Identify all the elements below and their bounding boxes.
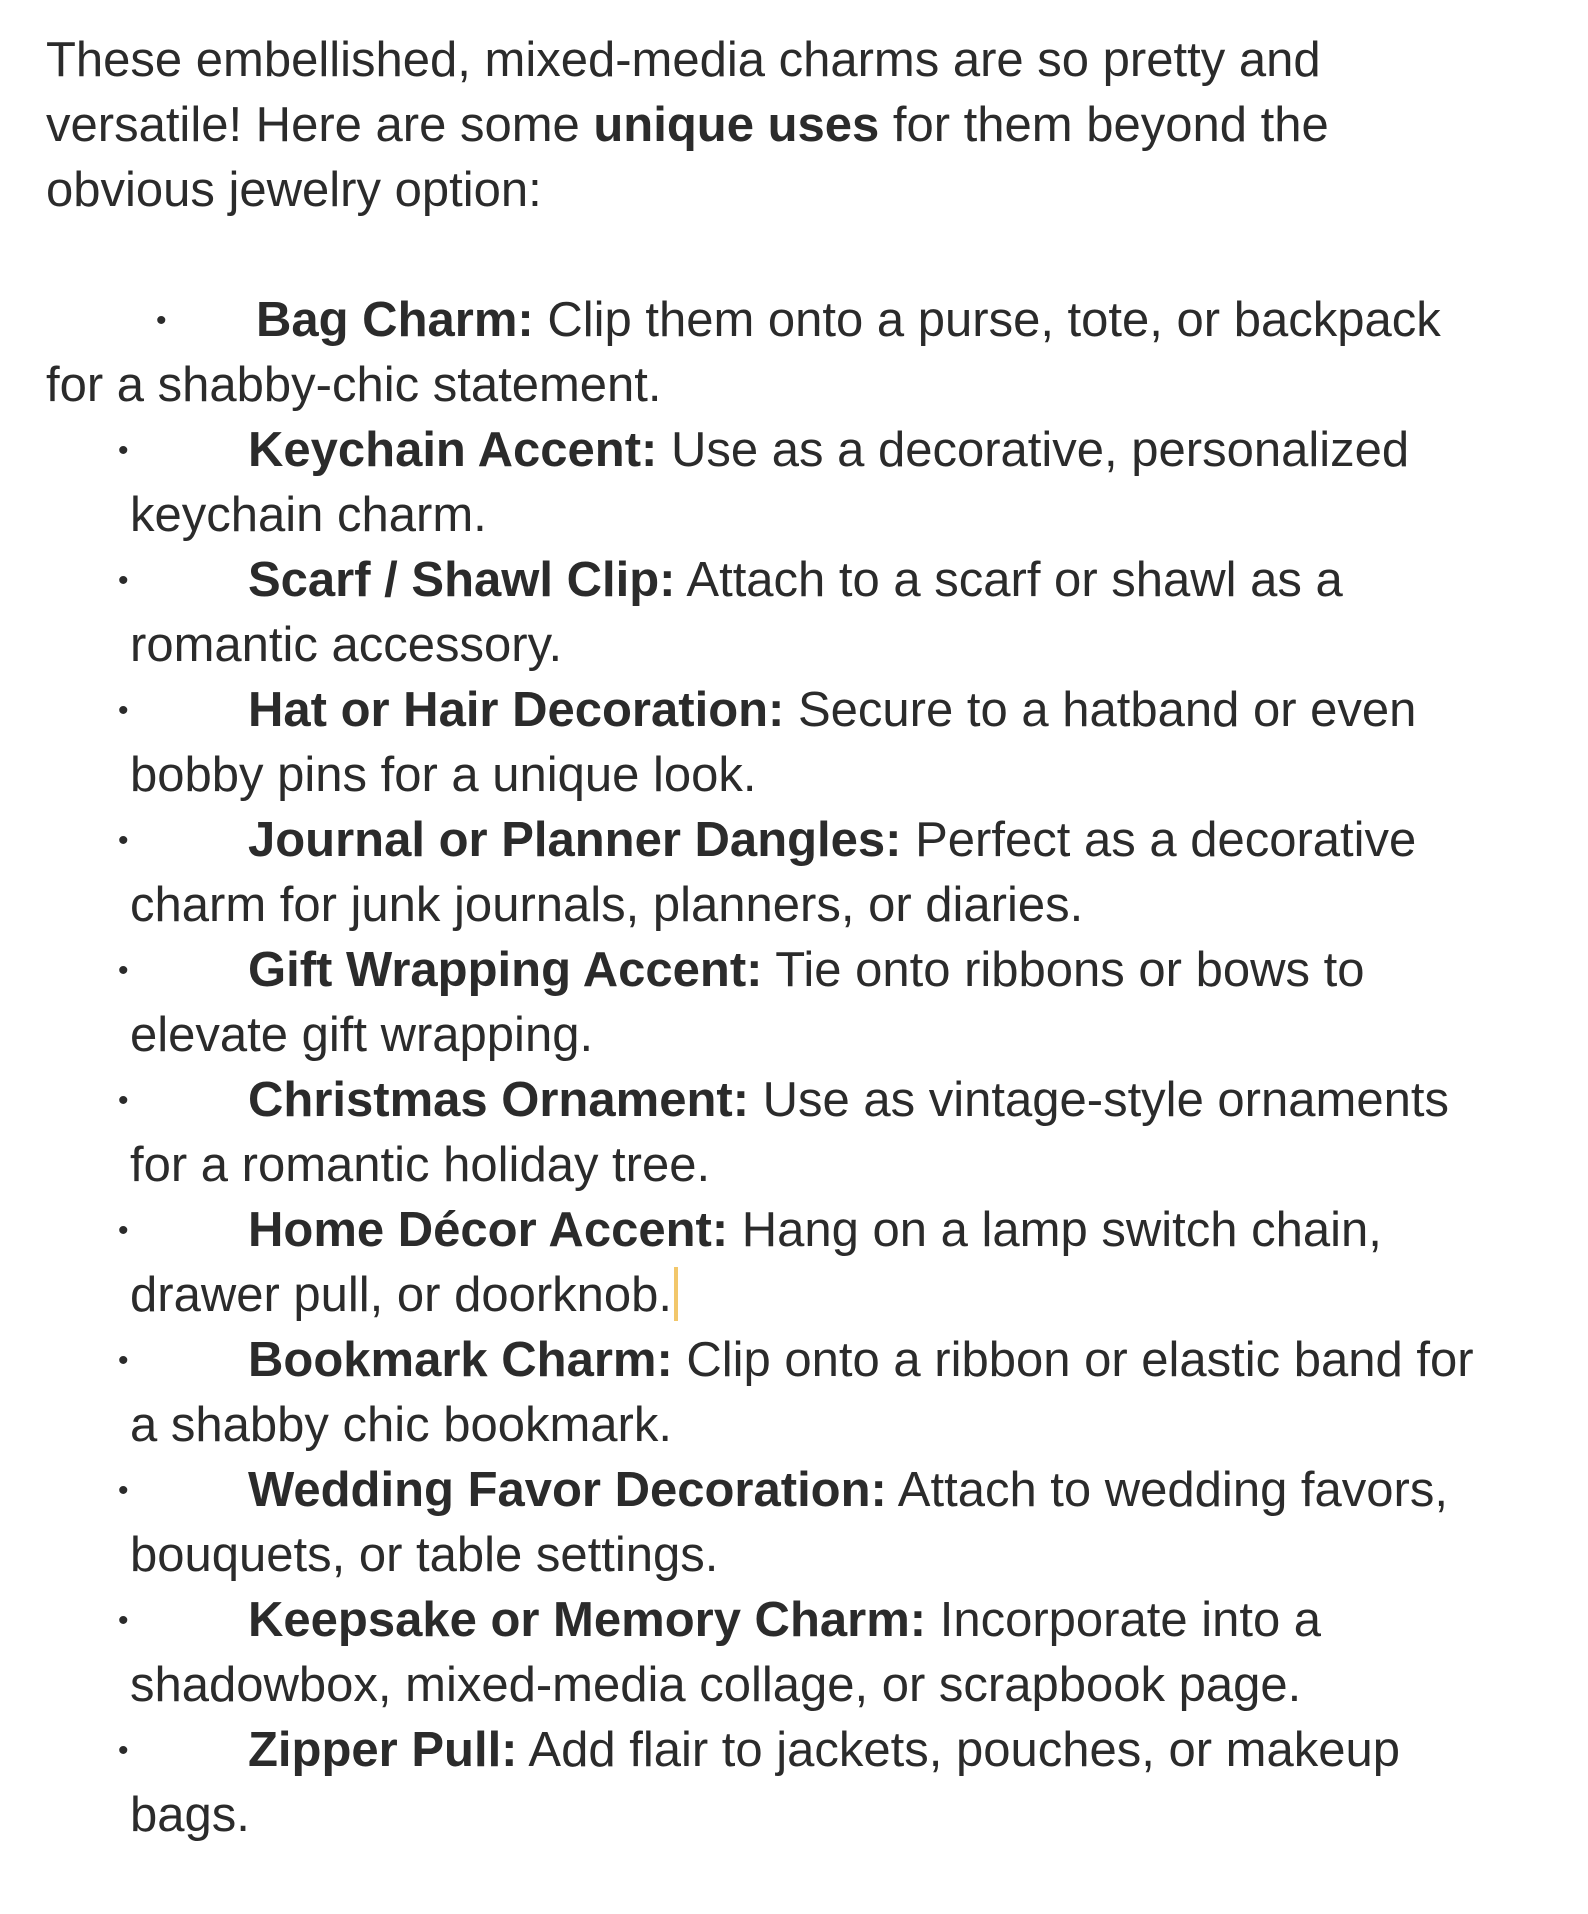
item-label: Gift Wrapping Accent:	[248, 943, 763, 997]
list-item	[46, 288, 1494, 418]
bullet-icon: •	[118, 1214, 129, 1247]
item-text: Incorporate into a shadowbox, mixed-media collage, or scrapbook page.	[130, 1593, 1322, 1712]
bullet-icon: •	[118, 1084, 129, 1117]
item-text: Clip onto a ribbon or elastic band for a shabby chic bookmark.	[130, 1333, 1474, 1452]
intro-paragraph	[46, 28, 1466, 223]
item-text: Hang on a lamp switch chain, drawer pull, or doorknob.	[130, 1203, 1382, 1322]
list-item	[46, 1068, 1494, 1198]
item-label: Scarf / Shawl Clip:	[248, 553, 676, 607]
intro-text-start: These embellished, mixed-media charms are so pretty and versatile! Here are some	[46, 33, 1321, 152]
list-item	[46, 1718, 1494, 1848]
item-text: Clip them onto a purse, tote, or backpack for a shabby-chic statement.	[46, 293, 1441, 412]
list-item	[46, 548, 1494, 678]
item-label: Home Décor Accent:	[248, 1203, 729, 1257]
list-item	[46, 1198, 1494, 1328]
bullet-icon: •	[118, 954, 129, 987]
uses-list	[46, 288, 1546, 1848]
item-text: Secure to a hatband or even bobby pins for a unique look.	[130, 683, 1417, 802]
item-label: Keepsake or Memory Charm:	[248, 1593, 927, 1647]
item-label: Zipper Pull:	[248, 1723, 518, 1777]
item-text: Attach to wedding favors, bouquets, or table settings.	[130, 1463, 1448, 1582]
bullet-icon: •	[118, 694, 129, 727]
item-text: Add flair to jackets, pouches, or makeup bags.	[130, 1723, 1400, 1842]
list-item	[46, 678, 1494, 808]
list-item	[46, 418, 1494, 548]
item-label: Bookmark Charm:	[248, 1333, 673, 1387]
intro-text-end: for them beyond the obvious jewelry option:	[46, 98, 1329, 217]
bullet-icon: •	[118, 1734, 129, 1767]
item-label: Keychain Accent:	[248, 423, 658, 477]
item-label: Journal or Planner Dangles:	[248, 813, 902, 867]
bullet-icon: •	[118, 564, 129, 597]
item-text: Attach to a scarf or shawl as a romantic accessory.	[130, 553, 1343, 672]
bullet-icon: •	[118, 434, 129, 467]
bullet-icon: •	[118, 1344, 129, 1377]
bullet-icon: •	[118, 1604, 129, 1637]
item-text: Tie onto ribbons or bows to elevate gift wrapping.	[130, 943, 1365, 1062]
item-label: Hat or Hair Decoration:	[248, 683, 785, 737]
list-item	[46, 938, 1494, 1068]
text-cursor	[674, 1267, 678, 1321]
intro-bold-phrase: unique uses	[593, 98, 880, 152]
list-item	[46, 808, 1494, 938]
item-text: Use as a decorative, personalized keychain charm.	[130, 423, 1410, 542]
item-label: Christmas Ornament:	[248, 1073, 750, 1127]
item-text: Perfect as a decorative charm for junk journals, planners, or diaries.	[130, 813, 1417, 932]
item-label: Bag Charm:	[256, 293, 534, 347]
item-text: Use as vintage-style ornaments for a romantic holiday tree.	[130, 1073, 1449, 1192]
bullet-icon: •	[156, 304, 167, 337]
list-item	[46, 1458, 1494, 1588]
list-item	[46, 1328, 1494, 1458]
bullet-icon: •	[118, 824, 129, 857]
list-item	[46, 1588, 1494, 1718]
bullet-icon: •	[118, 1474, 129, 1507]
document-body[interactable]	[46, 28, 1546, 1848]
item-label: Wedding Favor Decoration:	[248, 1463, 887, 1517]
